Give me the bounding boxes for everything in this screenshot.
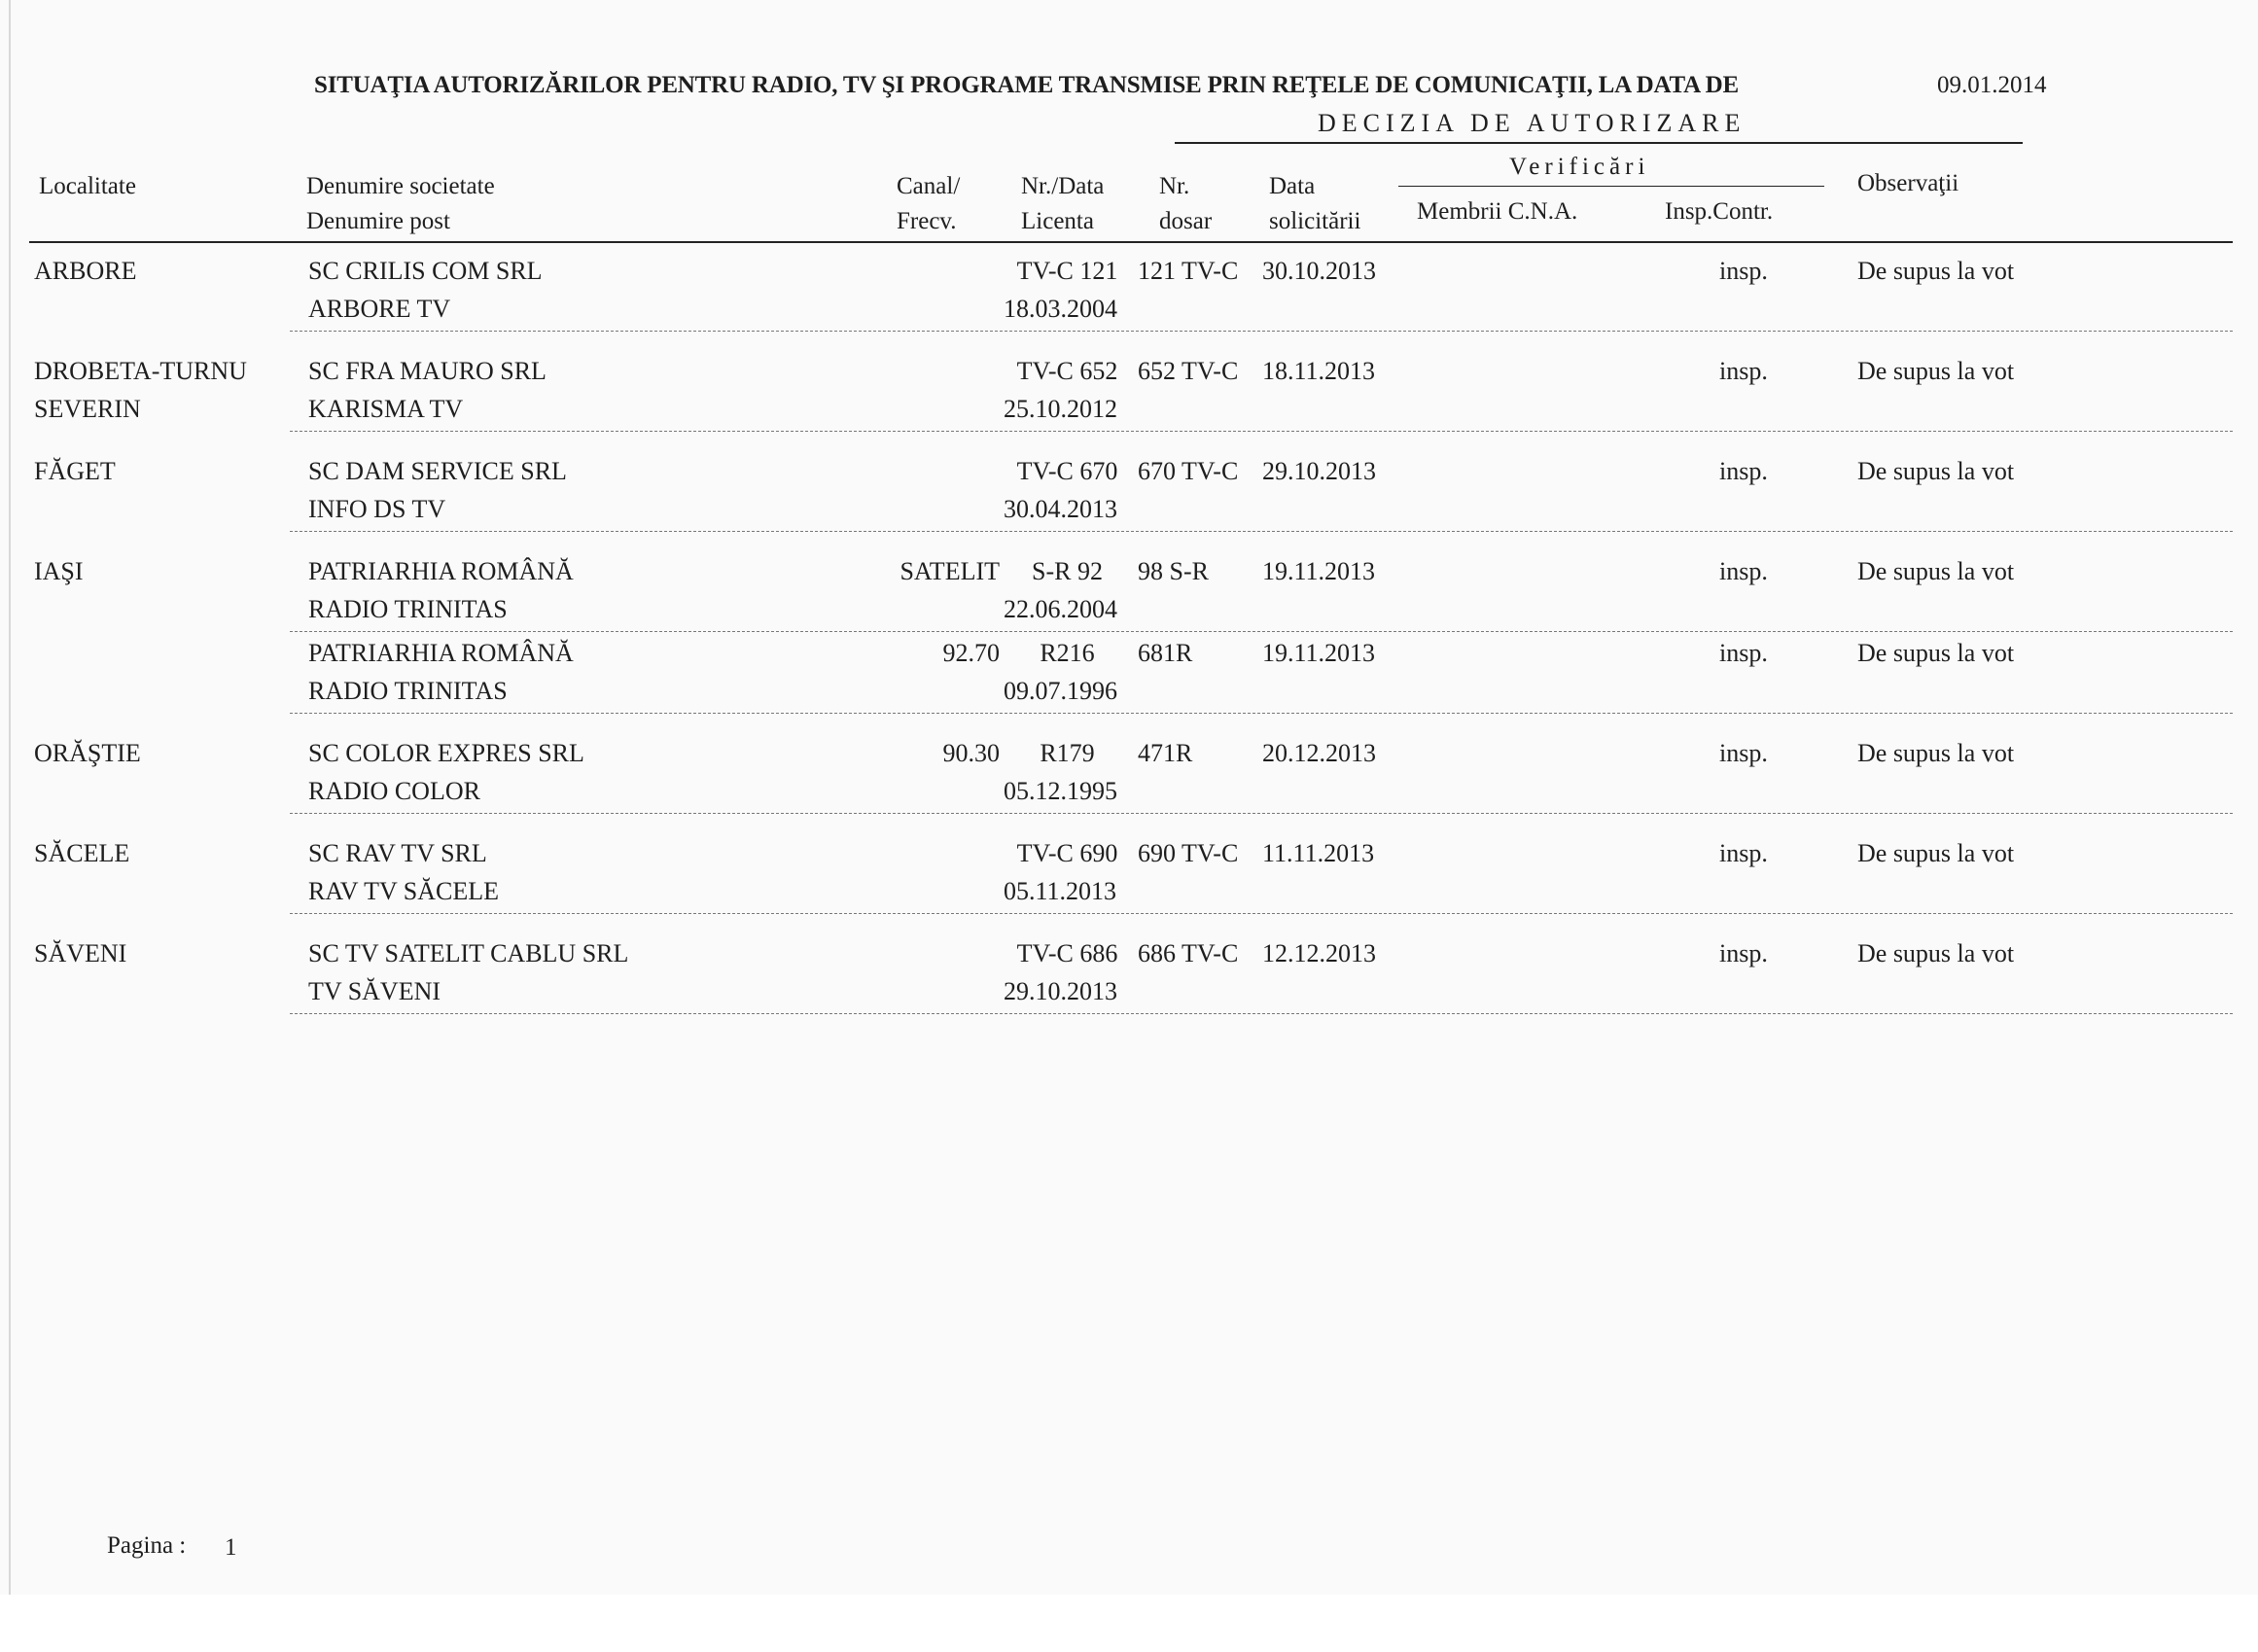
- cell-canal: 90.30: [942, 739, 1000, 767]
- decision-underline: [1175, 142, 2023, 144]
- col-licenta: Licenta: [1021, 208, 1094, 234]
- cell-data-solicitarii: 19.11.2013: [1262, 639, 1376, 667]
- cell-data-solicitarii: 11.11.2013: [1262, 839, 1375, 867]
- report-title: SITUAŢIA AUTORIZĂRILOR PENTRU RADIO, TV ŞI PROGRAME TRANSMISE PRIN REŢELE DE COMUNICAŢII, LA DATA DE: [314, 72, 1739, 98]
- cell-dosar: 652 TV-C: [1138, 357, 1239, 385]
- cell-data-solicitarii: 30.10.2013: [1262, 257, 1376, 285]
- row-separator: [290, 331, 2233, 332]
- cell-licenta: S-R 92: [1032, 557, 1103, 585]
- cell-post: TV SĂVENI: [308, 977, 441, 1005]
- row-separator: [290, 913, 2233, 914]
- cell-insp: insp.: [1719, 257, 1768, 285]
- cell-societate: SC DAM SERVICE SRL: [308, 457, 567, 485]
- col-localitate: Localitate: [39, 173, 136, 199]
- cell-insp: insp.: [1719, 457, 1768, 485]
- cell-post: RADIO TRINITAS: [308, 677, 508, 705]
- cell-societate: SC FRA MAURO SRL: [308, 357, 547, 385]
- col-denumire-societate: Denumire societate: [306, 173, 495, 199]
- cell-post: RAV TV SĂCELE: [308, 877, 500, 905]
- decision-header: DECIZIA DE AUTORIZARE: [1318, 109, 1746, 137]
- cell-canal: SATELIT: [900, 557, 1000, 585]
- cell-societate: PATRIARHIA ROMÂNĂ: [308, 557, 574, 585]
- cell-insp: insp.: [1719, 557, 1768, 585]
- cell-post: RADIO COLOR: [308, 777, 480, 805]
- cell-canal: 92.70: [942, 639, 1000, 667]
- cell-localitate: ARBORE: [34, 257, 137, 285]
- cell-data-solicitarii: 19.11.2013: [1262, 557, 1376, 585]
- cell-observatii: De supus la vot: [1857, 457, 2015, 485]
- cell-licenta-data: 29.10.2013: [1004, 977, 1117, 1005]
- cell-licenta: TV-C 690: [1016, 839, 1118, 867]
- col-nr-data: Nr./Data: [1021, 173, 1105, 199]
- cell-dosar: 121 TV-C: [1138, 257, 1239, 285]
- cell-licenta-data: 25.10.2012: [1004, 395, 1117, 423]
- cell-dosar: 98 S-R: [1138, 557, 1209, 585]
- page-label: Pagina :: [107, 1532, 187, 1559]
- cell-societate: SC TV SATELIT CABLU SRL: [308, 939, 629, 967]
- header-rule: [29, 241, 2233, 243]
- row-separator: [290, 713, 2233, 714]
- cell-observatii: De supus la vot: [1857, 557, 2015, 585]
- col-solicitarii: solicitării: [1269, 208, 1361, 234]
- cell-observatii: De supus la vot: [1857, 257, 2015, 285]
- cell-licenta: R179: [1040, 739, 1095, 767]
- bottom-margin: [0, 1595, 2258, 1652]
- page-number: 1: [225, 1534, 237, 1561]
- cell-societate: SC RAV TV SRL: [308, 839, 487, 867]
- cell-insp: insp.: [1719, 639, 1768, 667]
- cell-localitate: FĂGET: [34, 457, 116, 485]
- cell-observatii: De supus la vot: [1857, 739, 2015, 767]
- cell-licenta: TV-C 670: [1016, 457, 1118, 485]
- col-data: Data: [1269, 173, 1316, 199]
- cell-post: INFO DS TV: [308, 495, 446, 523]
- cell-insp: insp.: [1719, 739, 1768, 767]
- row-separator: [290, 813, 2233, 814]
- cell-localitate: ORĂŞTIE: [34, 739, 141, 767]
- cell-post: RADIO TRINITAS: [308, 595, 508, 623]
- verificari-underline: [1398, 186, 1824, 187]
- cell-dosar: 681R: [1138, 639, 1193, 667]
- col-verificari: Verificări: [1509, 154, 1650, 180]
- col-dosar: dosar: [1159, 208, 1213, 234]
- cell-societate: PATRIARHIA ROMÂNĂ: [308, 639, 574, 667]
- report-date: 09.01.2014: [1937, 72, 2047, 98]
- cell-localitate: SĂCELE: [34, 839, 130, 867]
- row-separator: [290, 531, 2233, 532]
- col-canal: Canal/: [897, 173, 961, 199]
- cell-insp: insp.: [1719, 357, 1768, 385]
- cell-observatii: De supus la vot: [1857, 939, 2015, 967]
- cell-licenta: TV-C 121: [1016, 257, 1118, 285]
- cell-licenta: R216: [1040, 639, 1095, 667]
- cell-societate: SC CRILIS COM SRL: [308, 257, 543, 285]
- cell-dosar: 686 TV-C: [1138, 939, 1239, 967]
- cell-licenta: TV-C 652: [1016, 357, 1118, 385]
- cell-licenta-data: 18.03.2004: [1004, 295, 1117, 323]
- cell-dosar: 690 TV-C: [1138, 839, 1239, 867]
- cell-data-solicitarii: 29.10.2013: [1262, 457, 1376, 485]
- col-insp-contr: Insp.Contr.: [1665, 198, 1774, 225]
- cell-data-solicitarii: 20.12.2013: [1262, 739, 1376, 767]
- cell-societate: SC COLOR EXPRES SRL: [308, 739, 584, 767]
- scan-edge: [9, 0, 11, 1595]
- cell-insp: insp.: [1719, 939, 1768, 967]
- cell-licenta-data: 09.07.1996: [1004, 677, 1117, 705]
- cell-localitate-line2: SEVERIN: [34, 395, 141, 423]
- cell-observatii: De supus la vot: [1857, 357, 2015, 385]
- row-separator: [290, 1013, 2233, 1014]
- cell-licenta-data: 22.06.2004: [1004, 595, 1117, 623]
- cell-dosar: 670 TV-C: [1138, 457, 1239, 485]
- col-frecv: Frecv.: [897, 208, 957, 234]
- cell-dosar: 471R: [1138, 739, 1193, 767]
- cell-localitate: IAŞI: [34, 557, 84, 585]
- col-nr: Nr.: [1159, 173, 1190, 199]
- col-observatii: Observaţii: [1857, 170, 1959, 196]
- cell-data-solicitarii: 18.11.2013: [1262, 357, 1376, 385]
- cell-localitate: DROBETA-TURNU: [34, 357, 247, 385]
- cell-post: ARBORE TV: [308, 295, 451, 323]
- col-membrii-cna: Membrii C.N.A.: [1417, 198, 1578, 225]
- cell-observatii: De supus la vot: [1857, 839, 2015, 867]
- row-separator: [290, 631, 2233, 632]
- cell-data-solicitarii: 12.12.2013: [1262, 939, 1376, 967]
- cell-insp: insp.: [1719, 839, 1768, 867]
- cell-licenta: TV-C 686: [1016, 939, 1118, 967]
- cell-localitate: SĂVENI: [34, 939, 127, 967]
- cell-observatii: De supus la vot: [1857, 639, 2015, 667]
- row-separator: [290, 431, 2233, 432]
- cell-licenta-data: 05.11.2013: [1004, 877, 1117, 905]
- col-denumire-post: Denumire post: [306, 208, 450, 234]
- cell-licenta-data: 30.04.2013: [1004, 495, 1117, 523]
- cell-post: KARISMA TV: [308, 395, 464, 423]
- cell-licenta-data: 05.12.1995: [1004, 777, 1117, 805]
